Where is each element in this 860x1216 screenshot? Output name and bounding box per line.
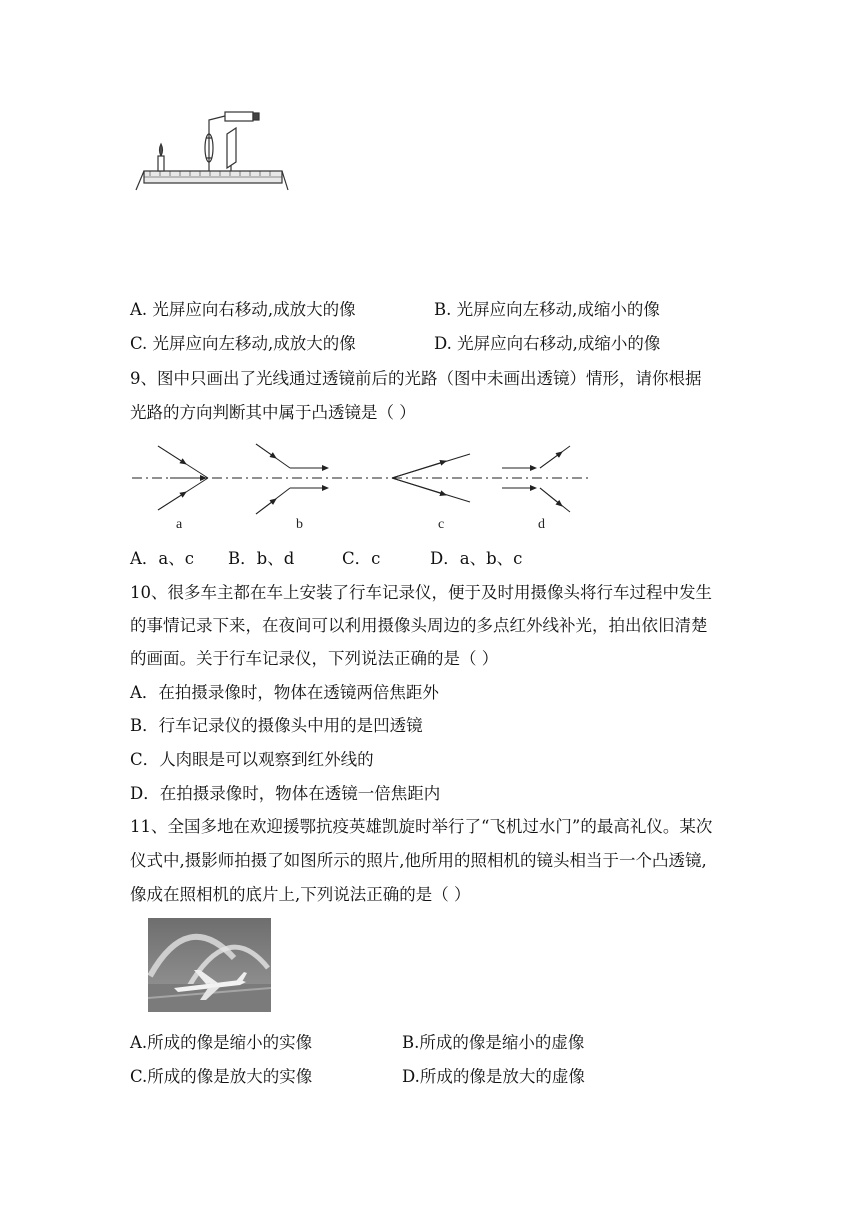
optical-bench-figure xyxy=(130,98,290,194)
fig-label-a: a xyxy=(176,517,183,532)
q8-option-b: B. 光屏应向左移动,成缩小的像 xyxy=(434,300,660,319)
q11-option-b: B.所成的像是缩小的虚像 xyxy=(402,1033,585,1052)
fig-label-b: b xyxy=(296,517,303,532)
q9-option-b: B．b、d xyxy=(228,549,295,568)
q11-stem-line2: 仪式中,摄影师拍摄了如图所示的照片,他所用的照相机的镜头相当于一个凸透镜, xyxy=(130,851,707,870)
q11-stem-line1: 11、全国多地在欢迎援鄂抗疫英雄凯旋时举行了“飞机过水门”的最高礼仪。某次 xyxy=(130,817,713,836)
q10-option-d: D．在拍摄录像时，物体在透镜一倍焦距内 xyxy=(130,784,441,803)
q9-stem-line1: 9、图中只画出了光线通过透镜前后的光路（图中未画出透镜）情形，请你根据 xyxy=(130,369,702,388)
q9-stem-line2: 光路的方向判断其中属于凸透镜是（ ） xyxy=(130,403,416,422)
q11-option-d: D.所成的像是放大的虚像 xyxy=(402,1067,585,1086)
q9-option-c: C．c xyxy=(342,549,381,568)
q10-option-a: A．在拍摄录像时，物体在透镜两倍焦距外 xyxy=(130,683,439,702)
q11-stem-line3: 像成在照相机的底片上,下列说法正确的是（ ） xyxy=(130,885,471,904)
q10-option-b: B．行车记录仪的摄像头中用的是凹透镜 xyxy=(130,716,423,735)
fig-label-c: c xyxy=(438,517,445,532)
q9-option-a: A．a、c xyxy=(130,549,194,568)
q9-option-d: D．a、b、c xyxy=(430,549,523,568)
fig-label-d: d xyxy=(538,517,545,532)
q10-option-c: C．人肉眼是可以观察到红外线的 xyxy=(130,750,374,769)
light-path-figure xyxy=(130,436,596,532)
q8-option-a: A. 光屏应向右移动,成放大的像 xyxy=(130,300,356,319)
q11-option-c: C.所成的像是放大的实像 xyxy=(130,1067,313,1086)
water-salute-photo xyxy=(148,918,271,1012)
q8-option-c: C. 光屏应向左移动,成放大的像 xyxy=(130,334,356,353)
q8-option-d: D. 光屏应向右移动,成缩小的像 xyxy=(434,334,661,353)
q10-stem-line2: 的事情记录下来，在夜间可以利用摄像头周边的多点红外线补光，拍出依旧清楚 xyxy=(130,616,708,635)
q10-stem-line1: 10、很多车主都在车上安装了行车记录仪，便于及时用摄像头将行车过程中发生 xyxy=(130,583,712,602)
q10-stem-line3: 的画面。关于行车记录仪，下列说法正确的是（ ） xyxy=(130,649,499,668)
q9-options xyxy=(130,548,523,570)
q11-option-a: A.所成的像是缩小的实像 xyxy=(130,1033,313,1052)
